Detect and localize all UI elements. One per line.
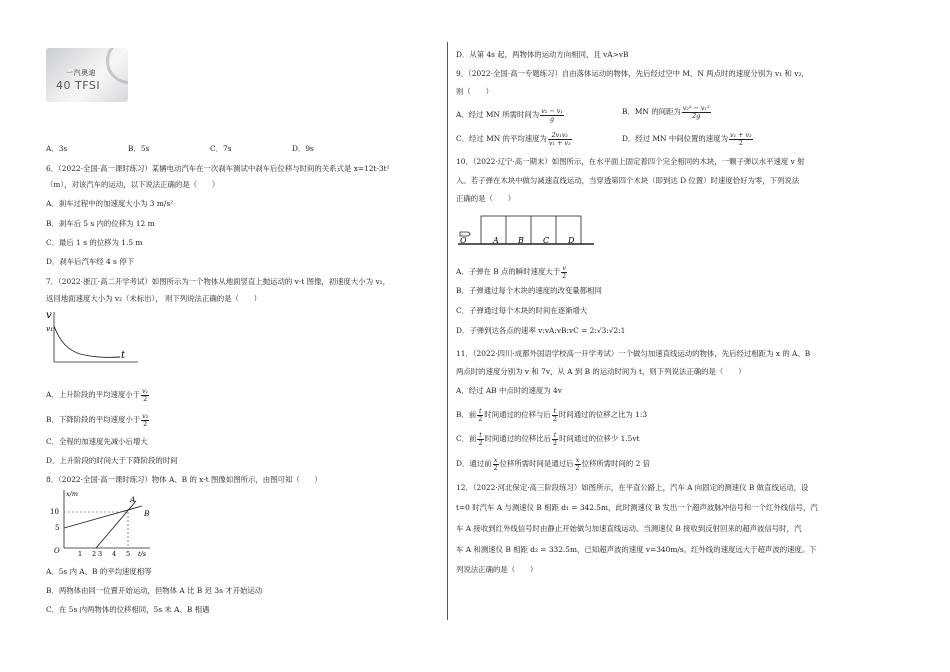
q7-option-b-text: B．下降阶段的平均速度小于	[46, 415, 141, 425]
frac-denominator: 2	[738, 138, 743, 147]
q11-option-c-text: C．前	[456, 434, 477, 444]
frac-numerator: v₁	[142, 387, 149, 395]
q8-graph-tick-10: 10	[50, 508, 59, 516]
frac-numerator: x	[575, 456, 580, 464]
q11-stem-line2: 两点时的速度分别为 v 和 7v，从 A 到 B 的运动时间为 t，则下列说法正确的是（ ）	[456, 367, 746, 376]
q7-option-b	[46, 413, 150, 427]
car-badge-model: 40 TFSI	[56, 79, 101, 92]
car-rim-decoration	[106, 48, 128, 84]
frac-denominator: 2	[553, 438, 558, 447]
q10-blocks-diagram	[458, 210, 598, 250]
q8-graph-line-b	[64, 506, 142, 528]
frac-denominator: 2	[143, 394, 148, 403]
q9-option-d-fraction	[729, 132, 753, 146]
q7-stem-line1: 7．（2022·浙江·高二开学考试）如图所示为一个物体从地面竖直上抛运动的 v-t 图像，初速度大小为 v₁，	[46, 277, 390, 286]
q8-graph-y-label: x/m	[66, 490, 79, 498]
frac-denominator: 2	[478, 438, 483, 447]
frac-denominator: 2	[575, 463, 580, 472]
q7-graph-curve	[54, 326, 120, 357]
frac-numerator: t	[553, 407, 557, 415]
frac-numerator: v	[562, 264, 566, 272]
q10-stem-line1: 10．（2022·辽宁·高一期末）如图所示，在水平面上固定着四个完全相同的木块，一颗子弹以水平速度 v 射	[456, 157, 805, 166]
q7-option-c: C．全程的加速度先减小后增大	[46, 437, 148, 446]
q9-option-a-text: A．经过 MN 所需时间为	[456, 110, 540, 120]
q11-option-b	[456, 408, 647, 422]
q11-option-d	[456, 457, 650, 471]
frac-numerator: t	[479, 431, 482, 439]
frac-numerator: x	[493, 456, 498, 464]
frac-denominator: g	[550, 114, 555, 123]
q11-option-c-text-mid: 时间通过的位移比后	[484, 434, 552, 444]
q11-option-c-text-end: 时间通过的位移少 1.5vt	[559, 434, 640, 444]
q8-graph-label-a: A	[130, 495, 136, 504]
q12-stem-line1: 12．（2022·河北保定·高三阶段练习）如图所示，在平直公路上，汽车 A 向固定的测速仪 B 做直线运动，设	[456, 483, 809, 492]
q10-option-c: C．子弹通过每个木块的时间在逐渐增大	[456, 306, 588, 315]
frac-numerator: t	[478, 407, 482, 415]
q8-stem: 8．（2022·全国·高一课时练习）物体 A、B 的 x-t 图像如图所示，由图可知（ ）	[46, 475, 322, 484]
q5-option-c: C．7s	[210, 144, 232, 153]
q9-option-b	[622, 105, 712, 119]
car-photo	[46, 48, 128, 102]
q10-stem-line2: 入。若子弹在木块中做匀减速直线运动，当穿透第四个木块（即到达 D 位置）时速度恰好为零，下列说法	[456, 176, 800, 185]
q12-stem-line3: 车 A 接收到红外线信号时由静止开始做匀加速直线运动。当测速仪 B 接收到反射回来的超声波信号时，汽	[456, 524, 802, 533]
q7-graph-v-label: v	[46, 310, 52, 321]
q10-label-c: C	[543, 236, 550, 245]
q9-option-a	[456, 108, 565, 122]
q8-graph-tick-x4: 4	[112, 550, 117, 558]
q9-option-d-text: D．经过 MN 中间位置的速度为	[622, 134, 728, 144]
q12-stem-line2: t=0 时汽车 A 与测速仪 B 相距 d₁ = 342.5m，此时测速仪 B 发出一个超声波脉冲信号和一个红外线信号，汽	[456, 503, 818, 512]
q9-option-b-text: B．MN 的间距为	[622, 107, 681, 117]
q11-option-b-text-mid: 时间通过的位移与后	[484, 410, 551, 420]
q12-stem-line5: 列说法正确的是（ ）	[456, 565, 538, 574]
q5-option-d: D．9s	[292, 144, 314, 153]
frac-denominator: v₁ + v₂	[548, 138, 571, 147]
q6-option-a: A．刹车过程中的加速度大小为 3 m/s²	[46, 199, 174, 208]
q10-option-b: B．子弹通过每个木块的速度的改变量都相同	[456, 286, 602, 295]
q10-label-d: D	[568, 236, 575, 245]
q8-graph-tick-x5: 5	[126, 550, 131, 558]
q9-stem-line2: 则（ ）	[456, 87, 493, 96]
frac-numerator: v₂² − v₁²	[682, 104, 710, 112]
q8-option-b: B．两物体由同一位置开始运动，但物体 A 比 B 迟 3s 才开始运动	[46, 586, 263, 595]
q7-option-a-text: A．上升阶段的平均速度小于	[46, 390, 141, 400]
column-divider	[447, 42, 448, 620]
q11-option-d-text: D．通过前	[456, 459, 492, 469]
q10-stem-line3: 正确的是（ ）	[456, 194, 516, 203]
q9-option-c-fraction	[548, 132, 572, 146]
q8-graph-tick-x3: 3	[98, 550, 103, 558]
q8-graph-label-b: B	[144, 509, 150, 518]
frac-denominator: 2	[493, 463, 498, 472]
frac-denominator: 2	[552, 414, 557, 423]
q6-stem-line1: 6．（2022·全国·高一课时练习）某辆电动汽车在一次刹车测试中刹车后位移与时间的关系式是 x=12t-3t²	[46, 164, 390, 173]
q10-option-a	[456, 265, 568, 279]
q11-option-d-fraction-2	[575, 457, 581, 471]
q8-graph-tick-x2: 2	[92, 550, 97, 558]
frac-denominator: 2	[143, 419, 148, 428]
q6-option-d: D．刹车后汽车经 4 s 停下	[46, 257, 134, 266]
frac-denominator: 2	[478, 414, 483, 423]
q9-option-c-text: C．经过 MN 的平均速度为	[456, 134, 547, 144]
q11-option-c-fraction-2	[552, 432, 558, 446]
q8-option-c: C．在 5s 内两物体的位移相同，5s 末 A、B 相遇	[46, 605, 210, 614]
q7-graph-t-label: t	[121, 350, 126, 361]
q9-option-b-fraction	[682, 105, 711, 119]
q8-option-d: D．从第 4s 起，两物体的运动方向相同，且 vA>vB	[456, 50, 629, 59]
q11-option-c	[456, 432, 640, 446]
q5-option-a: A．3s	[46, 144, 68, 153]
q8-xt-graph	[50, 486, 170, 560]
q9-option-d	[622, 132, 754, 146]
q11-option-b-text-end: 时间通过的位移之比为 1:3	[558, 410, 648, 420]
q10-label-b: B	[518, 236, 524, 245]
q6-stem-line2: （m），对该汽车的运动，以下说法正确的是（ ）	[46, 180, 220, 189]
q11-option-c-fraction-1	[477, 432, 483, 446]
q10-option-a-text: A．子弹在 B 点的瞬时速度大于	[456, 267, 561, 277]
frac-denominator: 2g	[692, 111, 701, 120]
q7-option-b-fraction	[141, 413, 149, 427]
q7-option-d: D．上升阶段的时间大于下降阶段的时间	[46, 456, 178, 465]
q11-option-d-text-mid: 位移所需时间是通过后	[499, 459, 574, 469]
q8-option-a: A．5s 内 A、B 的平均速度相等	[46, 567, 152, 576]
q7-stem-line2: 返回地面速度大小为 v₂（未标出）， 则下列说法正确的是（ ）	[46, 294, 262, 303]
q7-option-a-fraction	[141, 388, 149, 402]
q6-option-b: B．刹车后 5 s 内的位移为 12 m	[46, 219, 155, 228]
q10-label-a: A	[493, 236, 499, 245]
q8-graph-tick-5: 5	[55, 524, 60, 532]
q8-graph-line-a	[96, 501, 136, 548]
car-badge-brand: 一汽奥迪	[66, 69, 96, 77]
q10-option-a-fraction	[561, 265, 567, 279]
q11-option-d-fraction-1	[493, 457, 499, 471]
q10-option-d: D．子弹到达各点的速率 v:vA:vB:vC = 2:√3:√2:1	[456, 326, 626, 335]
q9-option-c	[456, 132, 573, 146]
q11-option-b-fraction-2	[552, 408, 558, 422]
q7-vt-graph	[46, 306, 146, 368]
q11-option-b-fraction-1	[477, 408, 483, 422]
q11-option-d-text-end: 位移所需时间的 2 倍	[581, 459, 651, 469]
frac-numerator: t	[553, 431, 557, 439]
q11-option-b-text: B．前	[456, 410, 477, 420]
frac-numerator: v₂ − v₁	[541, 107, 563, 115]
q8-graph-x-label: t/s	[138, 550, 147, 558]
q11-option-a: A．经过 AB 中点时的速度为 4v	[456, 386, 562, 395]
q8-graph-origin: O	[54, 547, 60, 555]
q8-graph-tick-x1: 1	[78, 550, 83, 558]
q5-option-b: B．5s	[128, 144, 150, 153]
q10-label-o: O	[460, 236, 467, 245]
q9-option-a-fraction	[540, 108, 564, 122]
q7-graph-v1-label: v₁	[46, 324, 54, 333]
frac-numerator: v₂	[142, 412, 149, 420]
frac-denominator: 2	[562, 271, 567, 280]
frac-numerator: v₁ + v₂	[729, 131, 752, 139]
q12-stem-line4: 车 A 和测速仪 B 相距 d₂ = 332.5m，已知超声波的速度 v=340m/s。红外线的速度远大于超声波的速度。下	[456, 545, 817, 554]
frac-numerator: 2v₁v₂	[548, 132, 572, 140]
q9-stem-line1: 9．（2022·全国·高一专题练习）自由落体运动的物体，先后经过空中 M、N 两点时的速度分别为 v₁ 和 v₂，	[456, 69, 809, 78]
q11-stem-line1: 11．（2022·四川·成都外国语学校高一开学考试）一个做匀加速直线运动的物体，先后经过相距为 x 的 A、B	[456, 349, 811, 358]
q7-option-a	[46, 388, 150, 402]
q6-option-c: C．最后 1 s 的位移为 1.5 m	[46, 238, 143, 247]
